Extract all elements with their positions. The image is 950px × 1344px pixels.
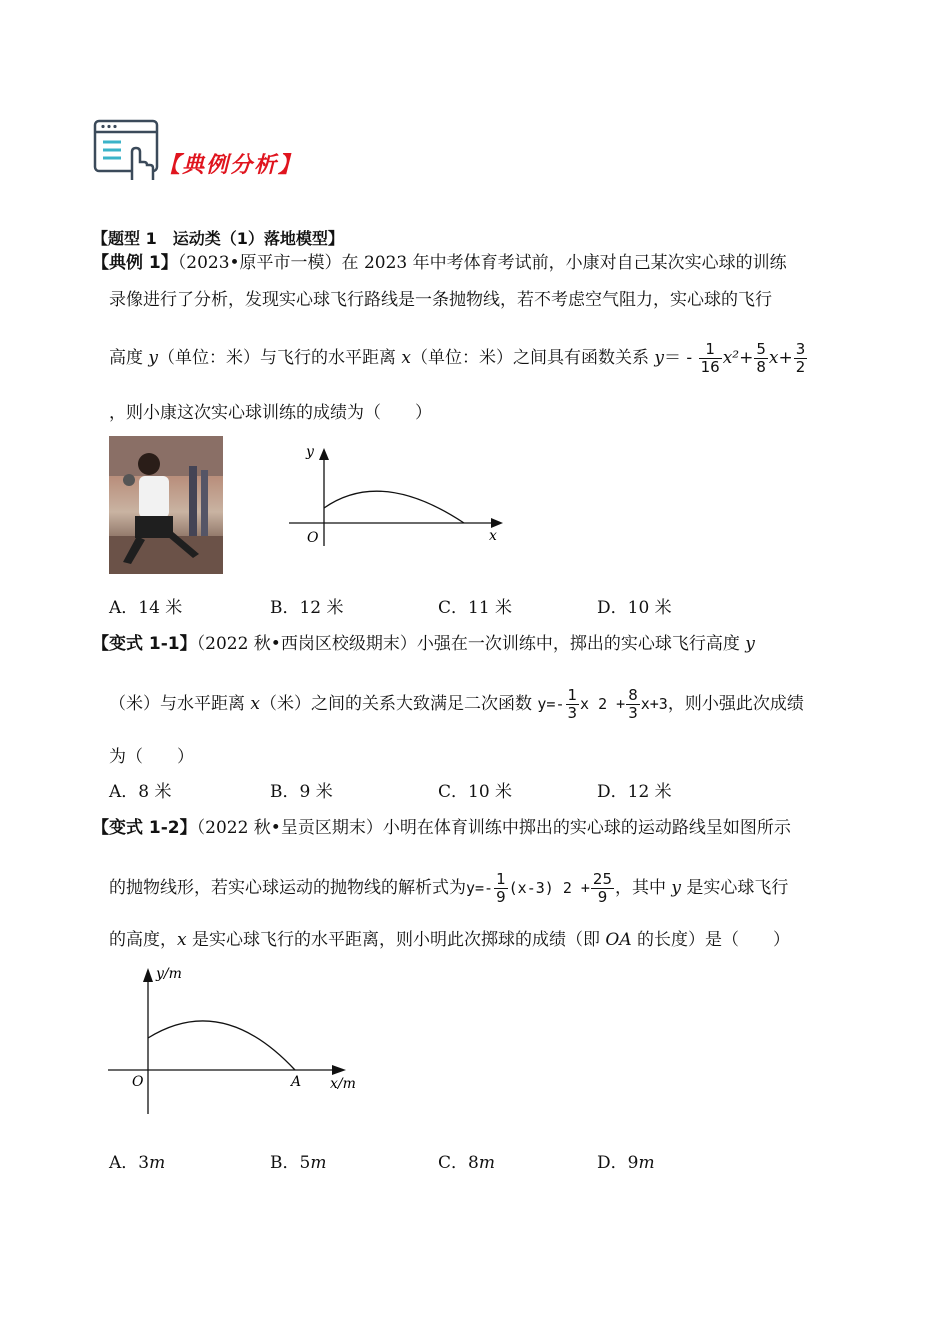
- q1-tag: 【典例 1】: [92, 253, 178, 273]
- q3-frac-1: $\frac{1}{9}$: [496, 870, 506, 906]
- banner: [92, 118, 312, 188]
- q2-frac-2: $\frac{8}{3}$: [628, 686, 638, 722]
- q2-option-b[interactable]: B．9 米: [270, 782, 333, 802]
- q3-line3: 的高度，x 是实心球飞行的水平距离，则小明此次掷球的成绩（即 OA 的长度）是（ ）: [109, 930, 791, 950]
- q2-option-c[interactable]: C．10 米: [438, 782, 513, 802]
- q3-tag: 【变式 1-2】: [92, 818, 197, 838]
- q3-frac-2: $\frac{25}{9}$: [592, 870, 613, 906]
- q3-point-a-label: A: [291, 1074, 302, 1090]
- q2-frac-1: $\frac{1}{3}$: [567, 686, 578, 722]
- q2-option-d[interactable]: D．12 米: [597, 782, 672, 802]
- q3-origin-label: O: [132, 1074, 144, 1090]
- q3-line1: 【变式 1-2】（2022 秋•呈贡区期末）小明在体育训练中掷出的实心球的运动路线呈如图所示: [92, 818, 791, 838]
- q1-y-label: y: [306, 444, 314, 460]
- q3-option-a[interactable]: A．3m: [109, 1153, 166, 1173]
- q3-line2: 的抛物线形，若实心球运动的抛物线的解析式为y=- $\frac{1}{9}$ (x-3) 2 + $\frac{25}{9}$ ，其中 y 是实心球飞行: [109, 870, 789, 906]
- q1-frac-2: $\frac{5}{8}$: [756, 340, 766, 376]
- banner-title: 【典例分析】: [158, 152, 303, 178]
- q1-frac-1: $\frac{1}{16}$: [700, 340, 720, 376]
- section-heading: 【题型 1 运动类（1）落地模型】: [92, 229, 344, 248]
- q3-x-label: x/m: [330, 1076, 356, 1092]
- q2-line2: （米）与水平距离 x（米）之间的关系大致满足二次函数 y=- $\frac{1}{3}$ x 2 + $\frac{8}{3}$ x+3，则小强此次成绩: [109, 686, 804, 722]
- q1-option-a[interactable]: A．14 米: [109, 598, 183, 618]
- q2-option-a[interactable]: A．8 米: [109, 782, 172, 802]
- q1-option-d[interactable]: D．10 米: [597, 598, 672, 618]
- q1-option-c[interactable]: C．11 米: [438, 598, 513, 618]
- q1-option-b[interactable]: B．12 米: [270, 598, 344, 618]
- q2-line3: 为（ ）: [109, 747, 194, 767]
- q2-tag: 【变式 1-1】: [92, 634, 197, 654]
- q1-line4: ，则小康这次实心球训练的成绩为（ ）: [109, 403, 432, 423]
- q2-line1: 【变式 1-1】（2022 秋•西岗区校级期末）小强在一次训练中，掷出的实心球飞行高度 y: [92, 634, 755, 654]
- q3-graph: [104, 960, 374, 1118]
- q1-frac-3: $\frac{3}{2}$: [795, 340, 806, 376]
- q3-option-b[interactable]: B．5m: [270, 1153, 327, 1173]
- q1-line3: 高度 y（单位：米）与飞行的水平距离 x（单位：米）之间具有函数关系 y＝ - $\frac{1}{16}$ x²+ $\frac{5}{8}$ x+ $\frac{3}{2}$: [109, 340, 806, 376]
- athlete-figure-icon: [109, 436, 223, 574]
- q3-y-label: y/m: [156, 966, 182, 982]
- computer-click-icon: [92, 118, 162, 184]
- athlete-photo: [109, 436, 223, 574]
- q1-x-label: x: [489, 528, 497, 544]
- q3-option-d[interactable]: D．9m: [597, 1153, 655, 1173]
- q1-line2: 录像进行了分析，发现实心球飞行路线是一条抛物线，若不考虑空气阻力，实心球的飞行: [109, 290, 772, 310]
- q1-origin-label: O: [307, 530, 319, 546]
- q1-line1: 【典例 1】（2023•原平市一模）在 2023 年中考体育考试前，小康对自己某次实心球的训练: [92, 253, 787, 273]
- q1-source: （2023•原平市一模）: [177, 253, 342, 273]
- q3-option-c[interactable]: C．8m: [438, 1153, 495, 1173]
- q1-graph: [283, 440, 508, 550]
